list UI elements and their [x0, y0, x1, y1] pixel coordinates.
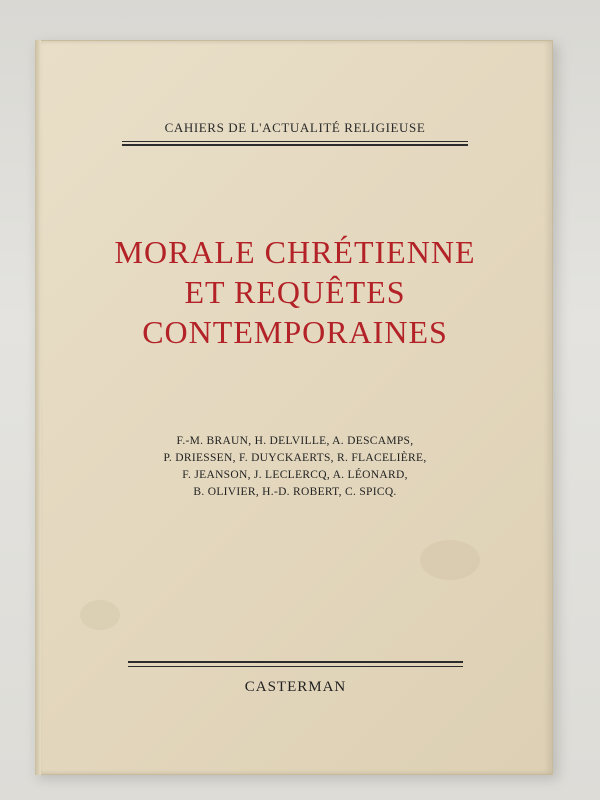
book-title [60, 232, 530, 352]
author-line: F. JEANSON, J. LECLERCQ, A. LÉONARD, [182, 469, 408, 481]
title-line: MORALE CHRÉTIENNE [114, 234, 476, 270]
top-double-rule [122, 141, 468, 146]
book-spine-edge [35, 40, 41, 775]
publisher-name: CASTERMAN [244, 679, 347, 695]
cover-stain [420, 540, 480, 580]
author-line: P. DRIESSEN, F. DUYCKAERTS, R. FLACELIÈRE, [163, 452, 427, 464]
title-line: ET REQUÊTES [184, 274, 406, 310]
cover-stain [80, 600, 120, 630]
author-line: F.-M. BRAUN, H. DELVILLE, A. DESCAMPS, [176, 435, 414, 447]
series-title: CAHIERS DE L'ACTUALITÉ RELIGIEUSE [164, 120, 426, 135]
author-list [130, 433, 460, 501]
bottom-double-rule [128, 661, 463, 667]
title-line: CONTEMPORAINES [142, 314, 448, 350]
author-line: B. OLIVIER, H.-D. ROBERT, C. SPICQ. [193, 486, 397, 498]
